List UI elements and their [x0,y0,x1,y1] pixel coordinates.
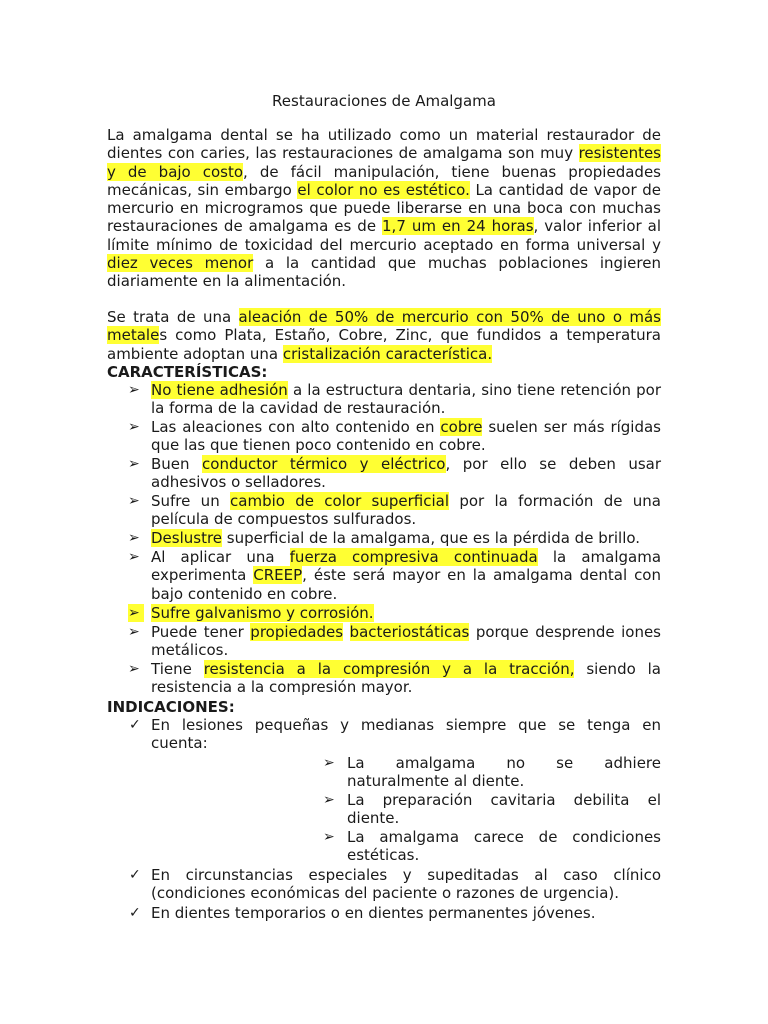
text-line [151,660,661,678]
arrow-bullet-icon: ➢ [128,624,140,640]
text: La preparación cavitaria debilita el [347,791,661,809]
text-line [107,181,661,199]
text: s como Plata, Estaño, Cobre, Zinc, que fundidos a temperatura [159,326,661,345]
text: Las aleaciones con alto contenido en [151,418,441,436]
sub-list-item [323,791,661,828]
text-line [151,510,661,528]
arrow-bullet-icon: ➢ [323,792,335,808]
text: estéticas. [347,846,420,865]
text-line [107,272,661,290]
check-bullet-icon: ✓ [129,905,141,921]
text-line [151,904,661,922]
list-item [128,492,661,529]
text: mercurio en microgramos que puede liberarse en una boca con muchas [107,199,661,218]
text-line [151,381,661,399]
arrow-bullet-icon: ➢ [128,530,140,546]
list-item [131,866,661,903]
text: En dientes temporarios o en dientes permanentes jóvenes. [151,904,596,922]
text-line [347,754,661,772]
arrow-bullet-icon: ➢ [128,604,144,622]
list-item [128,660,661,697]
text: restauraciones de amalgama es de [107,217,383,236]
list-item [128,381,662,418]
text: (condiciones económicas del paciente o razones de urgencia). [151,884,620,903]
arrow-bullet-icon: ➢ [128,382,140,398]
text: la amalgama [537,548,662,566]
text-line [107,308,661,326]
text-line [151,734,661,752]
highlighted-text: metale [107,326,160,345]
text: , valor inferior al [533,217,661,236]
text: La cantidad de vapor de [469,180,661,199]
text: Al aplicar una [151,548,290,566]
sub-list-item [323,754,661,791]
text-line [107,126,661,144]
text-line [107,345,661,363]
text: , de fácil manipulación, tiene buenas propiedades [243,162,661,181]
text-line [151,866,661,884]
highlighted-text: resistencia a la compresión y a la tracción, [203,660,575,678]
text: La amalgama carece de condiciones [347,828,661,846]
text: En circunstancias especiales y supeditadas al caso clínico [151,866,661,884]
text: suelen ser más rígidas [482,418,661,436]
list-item [128,455,661,492]
sub-list-item [323,828,661,865]
intro-paragraph [107,126,661,291]
text-line [151,585,661,603]
document-title: Restauraciones de Amalgama [272,92,496,110]
text: bajo contenido en cobre. [151,584,338,603]
text-line [347,846,661,864]
highlighted-text: resistentes [578,144,661,163]
text: experimenta [151,566,254,585]
text-line [107,199,661,217]
text-line [347,772,661,790]
highlighted-text: Sufre [151,604,196,622]
text-line [107,144,661,162]
text: Buen [151,455,203,473]
text: Puede tener [151,623,251,641]
text-line [107,254,661,272]
arrow-bullet-icon: ➢ [128,456,140,472]
text: ambiente adoptan una [107,344,283,363]
list-item [128,548,662,603]
text-line [347,809,661,827]
text-line [151,604,661,622]
highlighted-text: el color no es estético. [297,180,470,199]
text: naturalmente al diente. [347,772,525,791]
text: , por ello se deben usar [445,455,661,473]
text-line [151,399,661,417]
highlighted-text: 1,7 um en 24 horas [382,217,534,236]
list-item [128,418,661,455]
text: siendo la [574,660,661,678]
highlighted-text: cristalización característica. [282,344,493,363]
text: En lesiones pequeñas y medianas siempre que se tenga en [151,716,661,734]
text-line [107,236,661,254]
text-line [151,418,661,436]
caracteristicas-heading: CARACTERÍSTICAS: [107,363,268,381]
text: que las que tienen poco contenido en cobre. [151,436,486,455]
text: Sufre un [151,492,231,510]
arrow-bullet-icon: ➢ [128,549,140,565]
arrow-bullet-icon: ➢ [128,493,140,509]
text-line [151,455,661,473]
text-line [107,326,661,344]
text: a la cantidad que muchas poblaciones ingieren [253,254,661,273]
text: Se trata de una [107,308,239,326]
text: porque desprende iones [469,623,661,641]
text-line [107,217,661,235]
indicaciones-heading: INDICACIONES: [107,698,235,716]
composition-paragraph [107,308,661,363]
arrow-bullet-icon: ➢ [128,661,140,677]
text-line [151,473,661,491]
text: dientes con caries, las restauraciones de amalgama son muy [107,144,579,163]
highlighted-text: aleación de 50% de mercurio con 50% de uno o más [238,308,662,326]
text: La amalgama dental se ha utilizado como un material restaurador de [107,126,661,144]
highlighted-text: bacteriostáticas [349,623,470,641]
text-line [151,492,661,510]
highlighted-text: cambio de color superficial [230,492,450,510]
text [343,623,350,641]
highlighted-text: Deslustre [151,529,223,547]
text: Tiene [151,660,204,678]
list-item [128,623,661,660]
text-line [151,678,661,696]
arrow-bullet-icon: ➢ [128,419,140,435]
text: , éste será mayor en la amalgama dental con [302,566,661,585]
text: superficial de la amalgama, que es la pérdida de brillo. [222,529,641,547]
check-bullet-icon: ✓ [129,867,141,883]
highlighted-text: diez veces menor [107,254,254,273]
text: La amalgama no se adhiere [347,754,661,772]
text-line [347,791,661,809]
text: película de compuestos sulfurados. [151,510,417,529]
highlighted-text: CREEP [253,566,303,585]
text-line [151,529,661,547]
highlighted-text: conductor térmico y eléctrico [202,455,446,473]
text-line [151,884,661,902]
text-line [151,548,661,566]
highlighted-text: galvanismo y corrosión. [195,604,374,622]
text-line [151,623,661,641]
text: límite mínimo de toxicidad del mercurio aceptado en forma universal y [107,235,661,254]
list-item [128,604,661,622]
text: la forma de la cavidad de restauración. [151,399,446,418]
arrow-bullet-icon: ➢ [323,755,335,771]
highlighted-text: fuerza compresiva continuada [289,548,538,566]
text: metálicos. [151,641,229,660]
list-item [131,904,661,922]
text-line [151,641,661,659]
highlighted-text: propiedades [250,623,344,641]
check-bullet-icon: ✓ [129,717,141,733]
arrow-bullet-icon: ➢ [323,829,335,845]
text-line [107,163,661,181]
text-line [151,436,661,454]
list-item [131,716,661,753]
text: mecánicas, sin embargo [107,180,298,199]
text: a la estructura dentaria, sino tiene retención por [287,381,662,399]
highlighted-text: cobre [440,418,483,436]
text: resistencia a la compresión mayor. [151,678,413,697]
text-line [347,828,661,846]
text: diariamente en la alimentación. [107,272,347,291]
text-line [151,566,661,584]
text: diente. [347,809,400,828]
text: por la formación de una [449,492,661,510]
list-item [128,529,661,547]
highlighted-text: y de bajo costo [107,162,244,181]
text: cuenta: [151,734,208,753]
text-line [151,716,661,734]
highlighted-text: No tiene adhesión [151,381,288,399]
text: adhesivos o selladores. [151,473,326,492]
